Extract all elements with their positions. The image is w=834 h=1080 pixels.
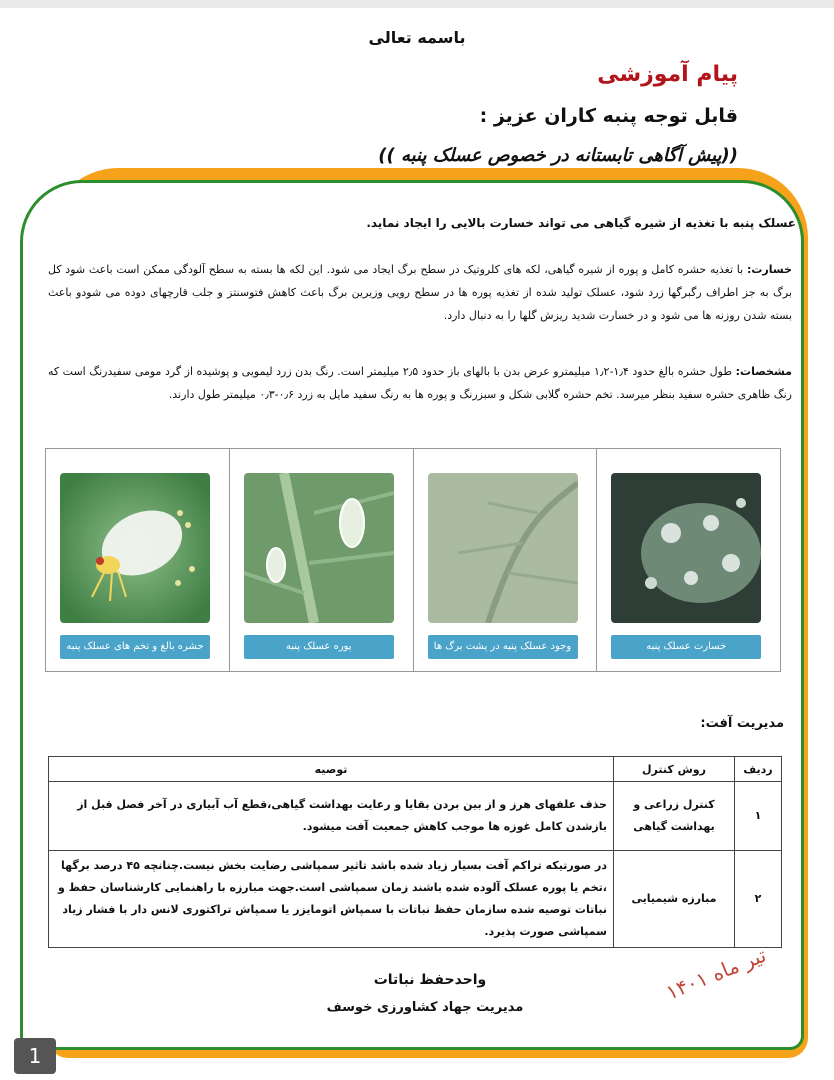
damage-paragraph — [48, 258, 792, 327]
top-bar — [0, 0, 834, 8]
row-advice: حذف علفهای هرز و از بین بردن بقایا و رعایت بهداشت گیاهی،قطع آب آبیاری در آخر فصل قبل از بازشدن کامل غوزه ها موجب کاهش جمعیت آفت میشود. — [49, 782, 614, 851]
message-title: پیام آموزشی — [597, 62, 738, 87]
adult-whitefly-photo — [60, 473, 210, 623]
photo-cell-nymph — [229, 449, 413, 671]
specs-label: مشخصات: — [735, 365, 792, 378]
bismillah: باسمه تعالی — [368, 28, 466, 47]
header-num: ردیف — [735, 757, 782, 782]
photo-cell-underside — [413, 449, 597, 671]
subtitle: ((پیش آگاهی تابستانه در خصوص عسلک پنبه )) — [378, 145, 738, 166]
photo-cell-adult — [46, 449, 229, 671]
specs-paragraph — [48, 360, 792, 406]
pest-management-title: مدیریت آفت: — [700, 716, 784, 731]
damage-text: با تغذیه حشره کامل و پوره از شیره گیاهی، لکه های کلروتیک در سطح برگ ایجاد می شود. این لکه ها بسته به سطح آلودگی ممکن است باعث شود کل برگ به جز اطراف رگبرگها زرد شود، عسلک تولید شده از تغذیه پوره ها در سطح رویی وزیرین برگ باعث کاهش فتوسنتز و جلب قارچهای دوده می شودو باعث بسته شدن روزنه ها می شود و در خسارت شدید ریزش گلها را به دنبال دارد. — [48, 263, 792, 322]
row-method: مبارزه شیمیایی — [614, 851, 735, 948]
specs-text: طول حشره بالغ حدود ۱٫۴-۱٫۲ میلیمترو عرض بدن با بالهای باز حدود ۲٫۵ میلیمتر است. رنگ بدن زرد لیمویی و پوشیده از گرد مومی سفیدرنگ است که رنگ ظاهری حشره سفید بنظر میرسد. تخم حشره گلابی شکل و سبزرنگ و پوره ها به رنگ سفید مایل به زرد ۰٫۶-۰٫۳ میلیمتر طول دارند. — [48, 365, 792, 401]
lead-sentence: عسلک پنبه با تغذیه از شیره گیاهی می تواند خسارت بالایی را ایجاد نماید. — [366, 216, 796, 230]
row-num: ۲ — [735, 851, 782, 948]
page-number-badge[interactable]: 1 — [14, 1038, 56, 1074]
footer-org: مدیریت جهاد کشاورزی خوسف — [326, 1000, 524, 1015]
whitefly-nymph-photo — [244, 473, 394, 623]
photo-cell-damage — [596, 449, 780, 671]
damage-label: خسارت: — [746, 263, 792, 276]
leaf-underside-photo — [428, 473, 578, 623]
photo-caption: وجود عسلک پنبه در پشت برگ ها — [428, 635, 578, 659]
row-method: کنترل زراعی و بهداشت گیاهی — [614, 782, 735, 851]
photo-caption: حشره بالغ و تخم های عسلک پنبه — [60, 635, 210, 659]
management-table — [48, 756, 782, 948]
table-row — [49, 782, 782, 851]
table-header-row — [49, 757, 782, 782]
row-advice: در صورتیکه تراکم آفت بسیار زیاد شده باشد تاثیر سمپاشی رضایت بخش نیست.چنانچه ۴۵ درصد برگها ،تخم یا پوره عسلک آلوده شده باشند زمان سمپاشی است.جهت مبارزه با راهنمایی کارشناسان حفظ و نباتات توصیه شده سازمان حفظ نباتات با سمپاش اتومایزر یا سمپاش تراکتوری لانس دار با فشار زیاد سمپاشی صورت پذیرد. — [49, 851, 614, 948]
handwritten-date: تیر ماه ۱۴۰۱ — [662, 942, 770, 1005]
table-row — [49, 851, 782, 948]
leaf-damage-photo — [611, 473, 761, 623]
photo-caption: خسارت عسلک پنبه — [611, 635, 761, 659]
footer-unit: واحدحفظ نباتات — [373, 972, 487, 988]
photo-caption: پوره عسلک پنبه — [244, 635, 394, 659]
row-num: ۱ — [735, 782, 782, 851]
header-advice: توصیه — [49, 757, 614, 782]
photo-grid — [45, 448, 781, 672]
attention-line: قابل توجه پنبه کاران عزیز : — [479, 105, 738, 127]
header-method: روش کنترل — [614, 757, 735, 782]
